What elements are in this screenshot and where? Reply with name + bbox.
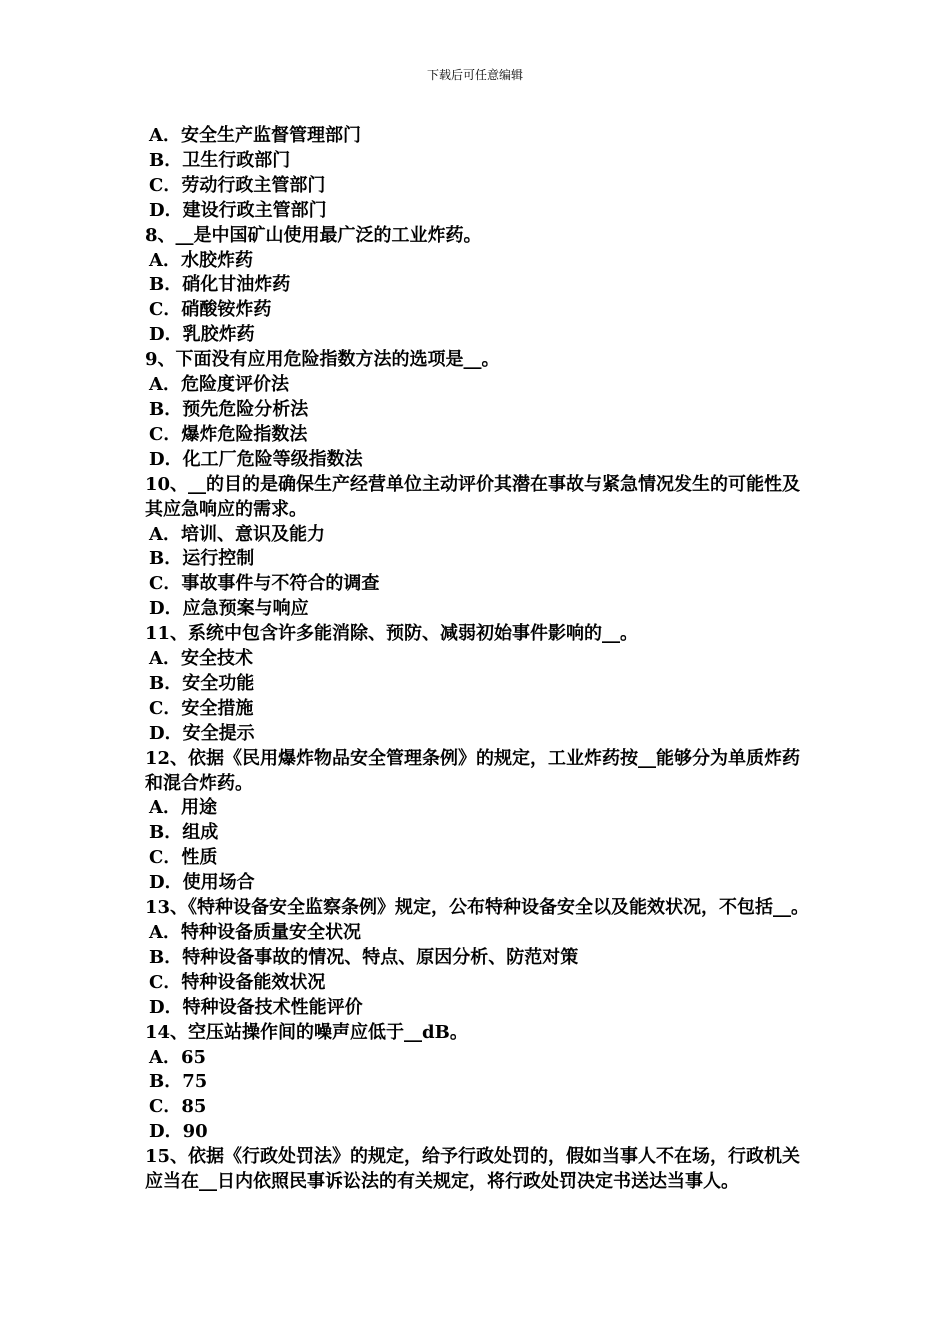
question-text: 13、《特种设备安全监察条例》规定，公布特种设备安全以及能效状况，不包括__。	[145, 897, 810, 919]
answer-option: C．安全措施	[149, 697, 254, 719]
answer-option: C．性质	[149, 847, 218, 869]
answer-option: B．特种设备事故的情况、特点、原因分析、防范对策	[149, 946, 579, 968]
answer-option: C．劳动行政主管部门	[149, 174, 326, 196]
answer-option: D．建设行政主管部门	[149, 199, 327, 221]
answer-option: A．安全生产监督管理部门	[149, 125, 361, 146]
question-text: 11、系统中包含许多能消除、预防、减弱初始事件影响的__。	[145, 623, 639, 645]
answer-option: B．卫生行政部门	[149, 149, 291, 171]
answer-option: C．特种设备能效状况	[149, 971, 326, 993]
answer-option: C．爆炸危险指数法	[149, 423, 308, 445]
answer-option: D．乳胶炸药	[149, 324, 255, 346]
answer-option: D．90	[149, 1121, 208, 1143]
answer-option: A．培训、意识及能力	[149, 523, 325, 545]
answer-option: B．硝化甘油炸药	[149, 274, 291, 296]
answer-option: B．安全功能	[149, 672, 255, 694]
answer-option: A．安全技术	[149, 648, 253, 670]
answer-option: D．应急预案与响应	[149, 598, 309, 620]
question-text: 15、依据《行政处罚法》的规定，给予行政处罚的，假如当事人不在场，行政机关应当在__日内依照民事诉讼法的有关规定，将行政处罚决定书送达当事人。	[145, 1146, 801, 1193]
answer-option: A．水胶炸药	[149, 249, 253, 271]
answer-option: B．运行控制	[149, 548, 255, 570]
answer-option: C．事故事件与不符合的调查	[149, 573, 380, 595]
answer-option: C．85	[149, 1096, 207, 1118]
question-text: 9、下面没有应用危险指数方法的选项是__。	[145, 349, 500, 371]
answer-option: D．特种设备技术性能评价	[149, 996, 363, 1018]
document-body	[145, 124, 815, 1195]
answer-option: A．65	[149, 1046, 207, 1068]
answer-option: C．硝酸铵炸药	[149, 299, 272, 321]
answer-option: D．安全提示	[149, 722, 255, 744]
question-text: 8、__是中国矿山使用最广泛的工业炸药。	[145, 224, 482, 246]
answer-option: A．特种设备质量安全状况	[149, 922, 361, 943]
answer-option: A．用途	[149, 797, 217, 819]
answer-option: B．75	[149, 1071, 208, 1093]
question-text: 10、__的目的是确保生产经营单位主动评价其潜在事故与紧急情况发生的可能性及其应急响应的需求。	[145, 473, 801, 520]
answer-option: D．使用场合	[149, 872, 255, 894]
page-header: 下载后可任意编辑	[426, 68, 523, 82]
answer-option: B．预先危险分析法	[149, 398, 309, 420]
answer-option: A．危险度评价法	[149, 374, 289, 396]
answer-option: D．化工厂危险等级指数法	[149, 448, 363, 470]
question-text: 12、依据《民用爆炸物品安全管理条例》的规定，工业炸药按__能够分为单质炸药和混合炸药。	[145, 747, 801, 794]
question-text: 14、空压站操作间的噪声应低于__dB。	[145, 1021, 468, 1043]
answer-option: B．组成	[149, 822, 219, 844]
